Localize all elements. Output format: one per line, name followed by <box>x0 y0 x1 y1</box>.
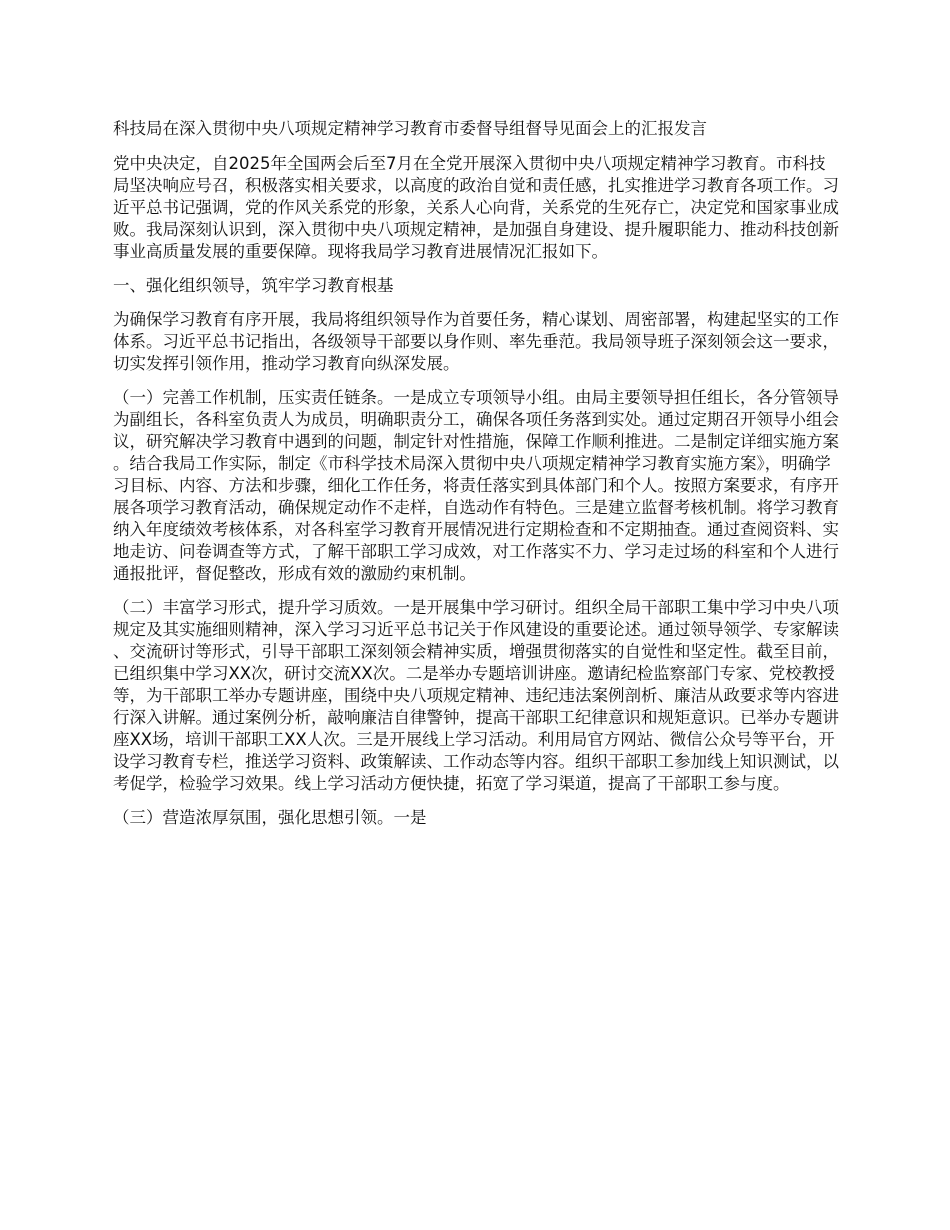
document-title: 科技局在深入贯彻中央八项规定精神学习教育市委督导组督导见面会上的汇报发言 <box>113 119 707 138</box>
section-1-intro-paragraph: 为确保学习教育有序开展，我局将组织领导作为首要任务，精心谋划、周密部署，构建起坚实的工作体系。习近平总书记指出，各级领导干部要以身作则、率先垂范。我局领导班子深刻领会这一要求，切实发挥引领作用，推动学习教育向纵深发展。 <box>113 310 839 373</box>
section-1-heading: 一、强化组织领导，筑牢学习教育根基 <box>113 276 394 295</box>
document-page <box>113 118 841 841</box>
item-2-paragraph: （二）丰富学习形式，提升学习质效。一是开展集中学习研讨。组织全局干部职工集中学习中央八项规定及其实施细则精神，深入学习习近平总书记关于作风建设的重要论述。通过领导领学、专家解读、交流研讨等形式，引导干部职工深刻领会精神实质，增强贯彻落实的自觉性和坚定性。截至目前，已组织集中学习XX次，研讨交流XX次。二是举办专题培训讲座。邀请纪检监察部门专家、党校教授等，为干部职工举办专题讲座，围绕中央八项规定精神、违纪违法案例剖析、廉洁从政要求等内容进行深入讲解。通过案例分析，敲响廉洁自律警钟，提高干部职工纪律意识和规矩意识。已举办专题讲座XX场，培训干部职工XX人次。三是开展线上学习活动。利用局官方网站、微信公众号等平台，开设学习教育专栏，推送学习资料、政策解读、工作动态等内容。组织干部职工参加线上知识测试，以考促学，检验学习效果。线上学习活动方便快捷，拓宽了学习渠道，提高了干部职工参与度。 <box>113 598 839 793</box>
item-1-paragraph: （一）完善工作机制，压实责任链条。一是成立专项领导小组。由局主要领导担任组长，各分管领导为副组长，各科室负责人为成员，明确职责分工，确保各项任务落到实处。通过定期召开领导小组会议，研究解决学习教育中遇到的问题，制定针对性措施，保障工作顺利推进。二是制定详细实施方案。结合我局工作实际，制定《市科学技术局深入贯彻中央八项规定精神学习教育实施方案》，明确学习目标、内容、方法和步骤，细化工作任务，将责任落实到具体部门和个人。按照方案要求，有序开展各项学习教育活动，确保规定动作不走样，自选动作有特色。三是建立监督考核机制。将学习教育纳入年度绩效考核体系，对各科室学习教育开展情况进行定期检查和不定期抽查。通过查阅资料、实地走访、问卷调查等方式，了解干部职工学习成效，对工作落实不力、学习走过场的科室和个人进行通报批评，督促整改，形成有效的激励约束机制。 <box>113 388 839 583</box>
intro-paragraph: 党中央决定，自2025年全国两会后至7月在全党开展深入贯彻中央八项规定精神学习教育。市科技局坚决响应号召，积极落实相关要求，以高度的政治自觉和责任感，扎实推进学习教育各项工作。习近平总书记强调，党的作风关系党的形象，关系人心向背，关系党的生死存亡，决定党和国家事业成败。我局深刻认识到，深入贯彻中央八项规定精神，是加强自身建设、提升履职能力、推动科技创新事业高质量发展的重要保障。现将我局学习教育进展情况汇报如下。 <box>113 154 839 261</box>
item-3-paragraph: （三）营造浓厚氛围，强化思想引领。一是 <box>113 808 427 827</box>
